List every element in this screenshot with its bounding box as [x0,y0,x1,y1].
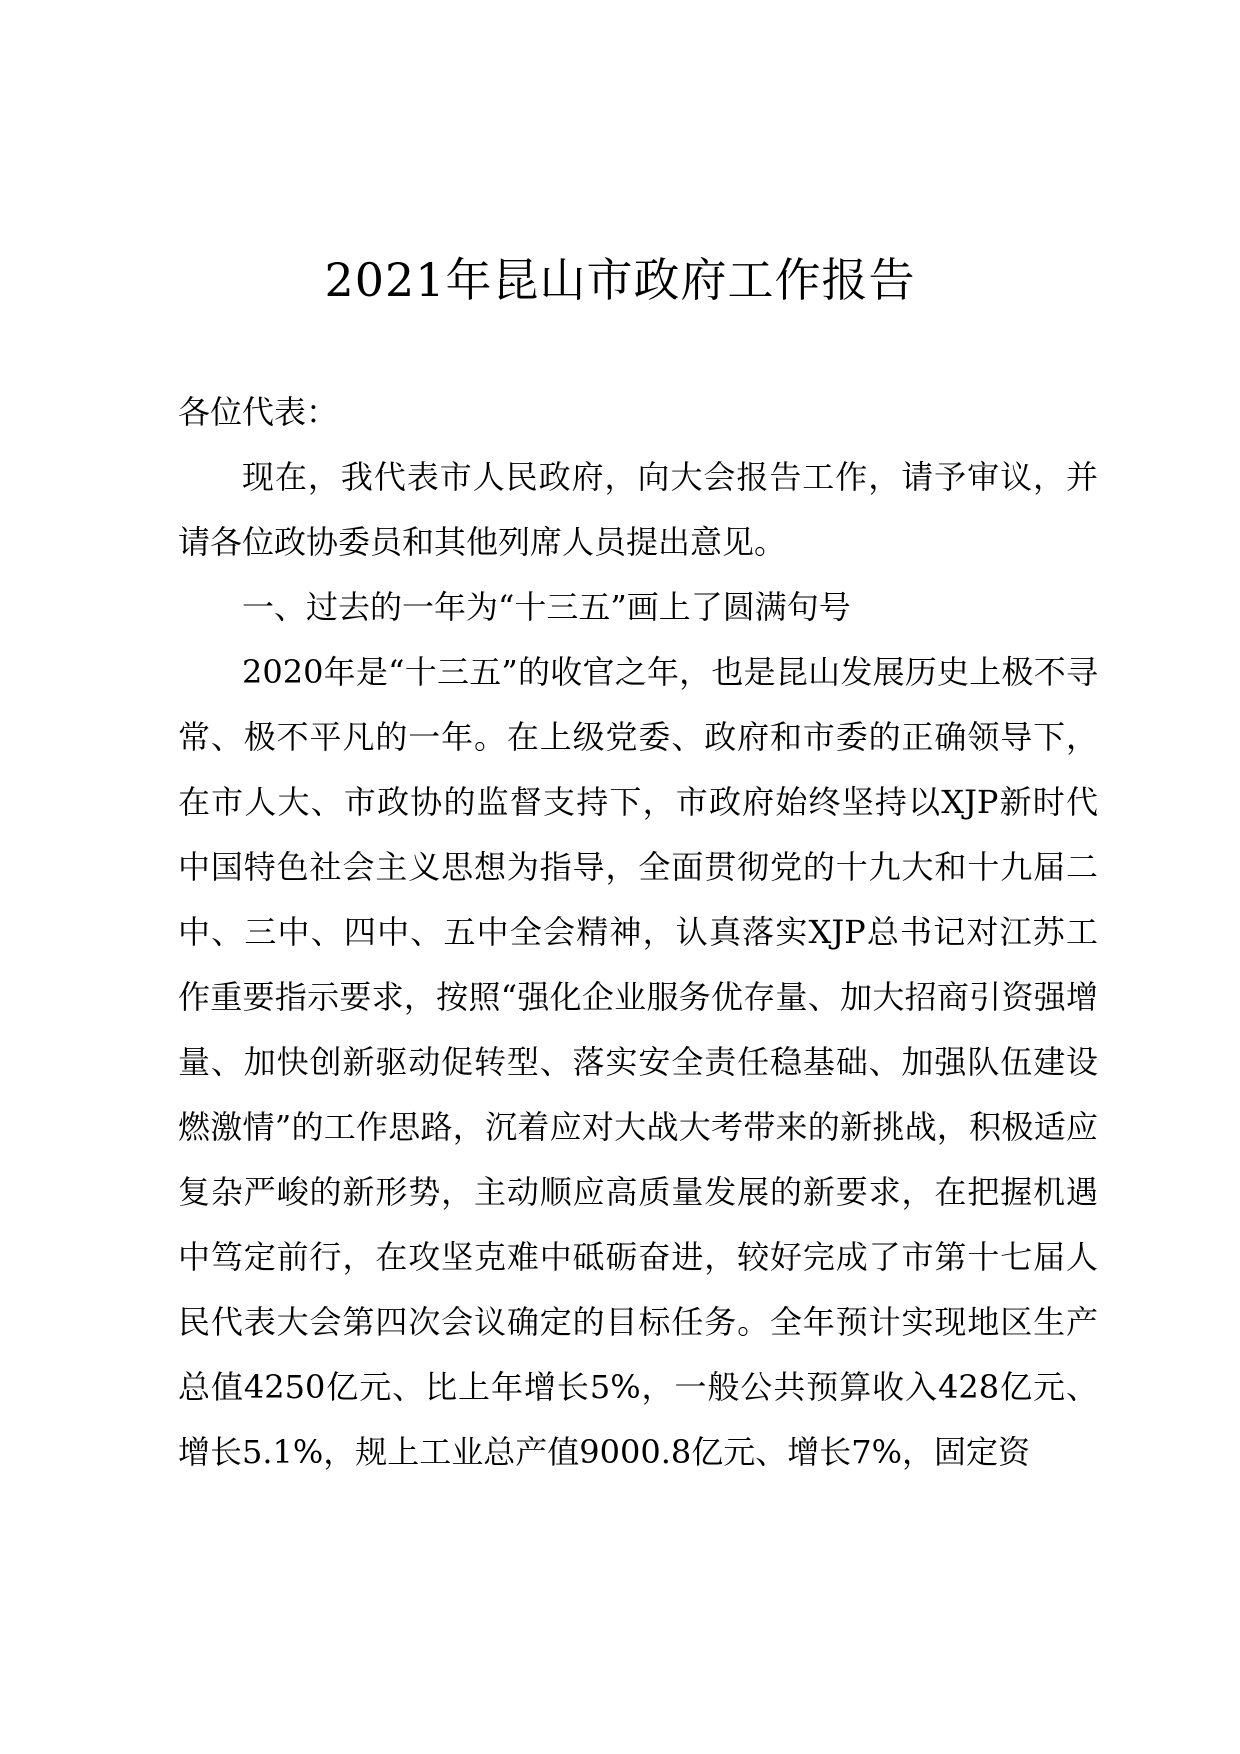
paragraph-review-2020: 2020年是“十三五”的收官之年，也是昆山发展历史上极不寻常、极不平凡的一年。在上级党委、政府和市委的正确领导下，在市人大、市政协的监督支持下，市政府始终坚持以XJP新时代中国特色社会主义思想为指导，全面贯彻党的十九大和十九届二中、三中、四中、五中全会精神，认真落实XJP总书记对江苏工作重要指示要求，按照“强化企业服务优存量、加大招商引资强增量、加快创新驱动促转型、落实安全责任稳基础、加强队伍建设燃激情”的工作思路，沉着应对大战大考带来的新挑战，积极适应复杂严峻的新形势，主动顺应高质量发展的新要求，在把握机遇中笃定前行，在攻坚克难中砥砺奋进，较好完成了市第十七届人民代表大会第四次会议确定的目标任务。全年预计实现地区生产总值4250亿元、比上年增长5%，一般公共预算收入428亿元、增长5.1%，规上工业总产值9000.8亿元、增长7%，固定资 [178,653,1098,1471]
document-title: 2021年昆山市政府工作报告 [324,253,916,307]
document-body [178,380,1098,1485]
section-heading-1: 一、过去的一年为“十三五”画上了圆满句号 [242,588,851,626]
salutation: 各位代表： [178,393,339,431]
paragraph-intro: 现在，我代表市人民政府，向大会报告工作，请予审议，并请各位政协委员和其他列席人员提出意见。 [178,458,1098,561]
